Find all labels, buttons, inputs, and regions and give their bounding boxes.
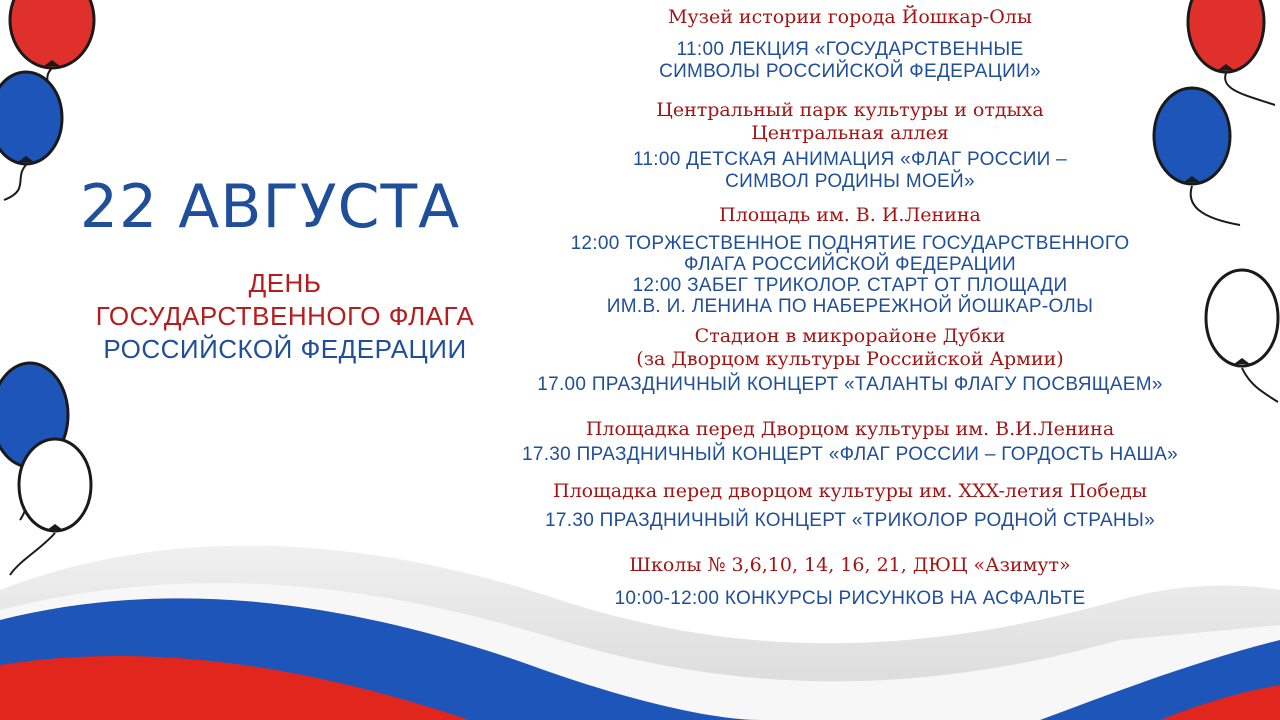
event-item: 12:00 ЗАБЕГ ТРИКОЛОР. СТАРТ ОТ ПЛОЩАДИ [632,275,1068,296]
venue-name: Стадион в микрорайоне Дубки [694,325,1006,347]
venue-name: Площадка перед дворцом культуры им. XXX-летия Победы [553,480,1147,502]
event-item: ИМ.В. И. ЛЕНИНА ПО НАБЕРЕЖНОЙ ЙОШКАР-ОЛЫ [606,296,1094,317]
holiday-title-line: РОССИЙСКОЙ ФЕДЕРАЦИИ [103,334,467,364]
event-item: 17.00 ПРАЗДНИЧНЫЙ КОНЦЕРТ «ТАЛАНТЫ ФЛАГУ ПОСВЯЩАЕМ» [537,374,1163,395]
venue-name: Центральная аллея [751,122,949,144]
event-item: СИМВОЛЫ РОССИЙСКОЙ ФЕДЕРАЦИИ» [659,61,1041,82]
venue-name: Центральный парк культуры и отдыха [656,99,1044,121]
event-item: ФЛАГА РОССИЙСКОЙ ФЕДЕРАЦИИ [684,254,1016,275]
headline-block [20,170,550,366]
holiday-title [20,267,550,366]
venue-name: Музей истории города Йошкар-Олы [667,6,1032,28]
event-date: 22 АВГУСТА [79,172,461,242]
venue-name: (за Дворцом культуры Российской Армии) [636,348,1064,370]
venue-name: Школы № 3,6,10, 14, 16, 21, ДЮЦ «Азимут» [629,554,1071,576]
event-item: СИМВОЛ РОДИНЫ МОЕЙ» [725,171,975,192]
holiday-title-line: ГОСУДАРСТВЕННОГО ФЛАГА [95,301,475,331]
venue-name: Площадь им. В. И.Ленина [719,204,981,226]
holiday-title-line: ДЕНЬ [248,268,322,298]
event-item: 17.30 ПРАЗДНИЧНЫЙ КОНЦЕРТ «ТРИКОЛОР РОДНОЙ СТРАНЫ» [545,510,1155,531]
venue-name: Площадка перед Дворцом культуры им. В.И.Ленина [585,418,1115,440]
event-item: 17.30 ПРАЗДНИЧНЫЙ КОНЦЕРТ «ФЛАГ РОССИИ – ГОРДОСТЬ НАША» [521,444,1179,465]
event-item: 10:00-12:00 КОНКУРСЫ РИСУНКОВ НА АСФАЛЬТЕ [614,588,1086,609]
event-item: 11:00 ДЕТСКАЯ АНИМАЦИЯ «ФЛАГ РОССИИ – [632,149,1068,170]
event-item: 11:00 ЛЕКЦИЯ «ГОСУДАРСТВЕННЫЕ [676,39,1024,60]
event-item: 12:00 ТОРЖЕСТВЕННОЕ ПОДНЯТИЕ ГОСУДАРСТВЕННОГО [570,233,1130,254]
